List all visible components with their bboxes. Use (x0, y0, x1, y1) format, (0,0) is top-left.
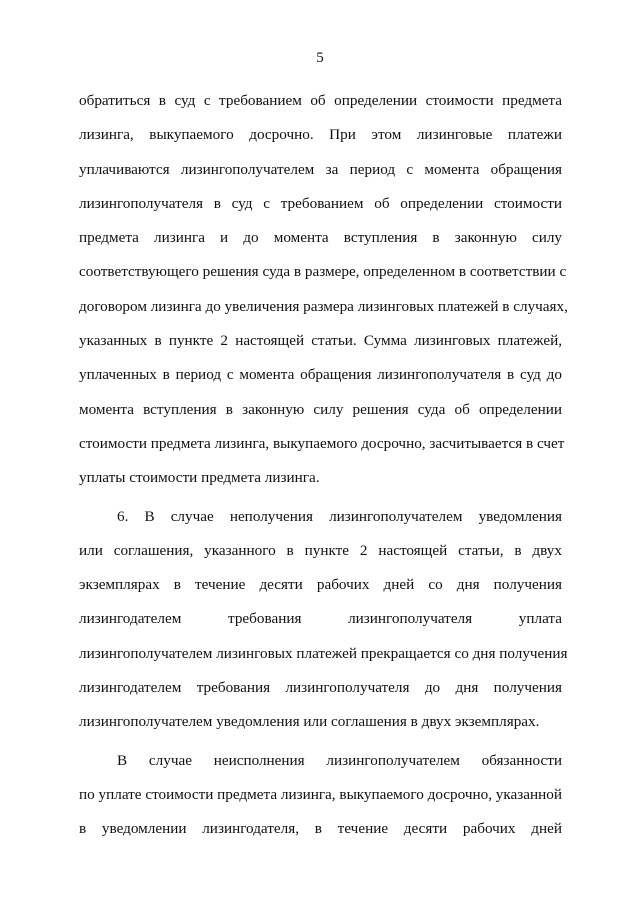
page-number: 5 (316, 50, 324, 66)
text-line: стоимости предмета лизинга, выкупаемого досрочно, засчитывается в счет (79, 434, 565, 452)
paragraph-1 (79, 84, 568, 496)
text-line: 6. В случае неполучения лизингополучателем уведомления (117, 507, 562, 525)
text-line: в уведомлении лизингодателя, в течение десяти рабочих дней (79, 820, 562, 838)
text-line: В случае неисполнения лизингополучателем обязанности (117, 751, 562, 769)
text-line: по уплате стоимости предмета лизинга, выкупаемого досрочно, указанной (79, 785, 562, 803)
paragraph-2 (79, 500, 568, 740)
text-line: лизингодателем требования лизингополучателя до дня получения (79, 679, 562, 697)
text-line: момента вступления в законную силу решения суда об определении (79, 400, 562, 418)
paragraph-3 (79, 744, 562, 847)
text-line: лизинга, выкупаемого досрочно. При этом лизинговые платежи (79, 126, 562, 144)
text-line: уплачиваются лизингополучателем за период с момента обращения (79, 160, 562, 178)
text-line: уплаты стоимости предмета лизинга. (79, 469, 320, 487)
text-line: предмета лизинга и до момента вступления в законную силу (79, 229, 562, 247)
text-line: обратиться в суд с требованием об определении стоимости предмета (79, 92, 562, 109)
text-line: уплаченных в период с момента обращения лизингополучателя в суд до (79, 366, 562, 384)
text-line: соответствующего решения суда в размере, определенном в соответствии с (79, 263, 567, 281)
text-line: лизингодателем требования лизингополучателя уплата (79, 610, 562, 628)
text-line: указанных в пункте 2 настоящей статьи. Сумма лизинговых платежей, (79, 332, 562, 350)
text-line: лизингополучателем уведомления или соглашения в двух экземплярах. (79, 713, 540, 731)
body-text (79, 84, 568, 847)
text-line: экземплярах в течение десяти рабочих дней со дня получения (79, 576, 562, 594)
text-line: или соглашения, указанного в пункте 2 настоящей статьи, в двух (79, 541, 562, 559)
text-line: лизингополучателем лизинговых платежей прекращается со дня получения (79, 644, 568, 662)
text-line: лизингополучателя в суд с требованием об определении стоимости (79, 194, 562, 212)
text-line: договором лизинга до увеличения размера лизинговых платежей в случаях, (79, 297, 568, 315)
